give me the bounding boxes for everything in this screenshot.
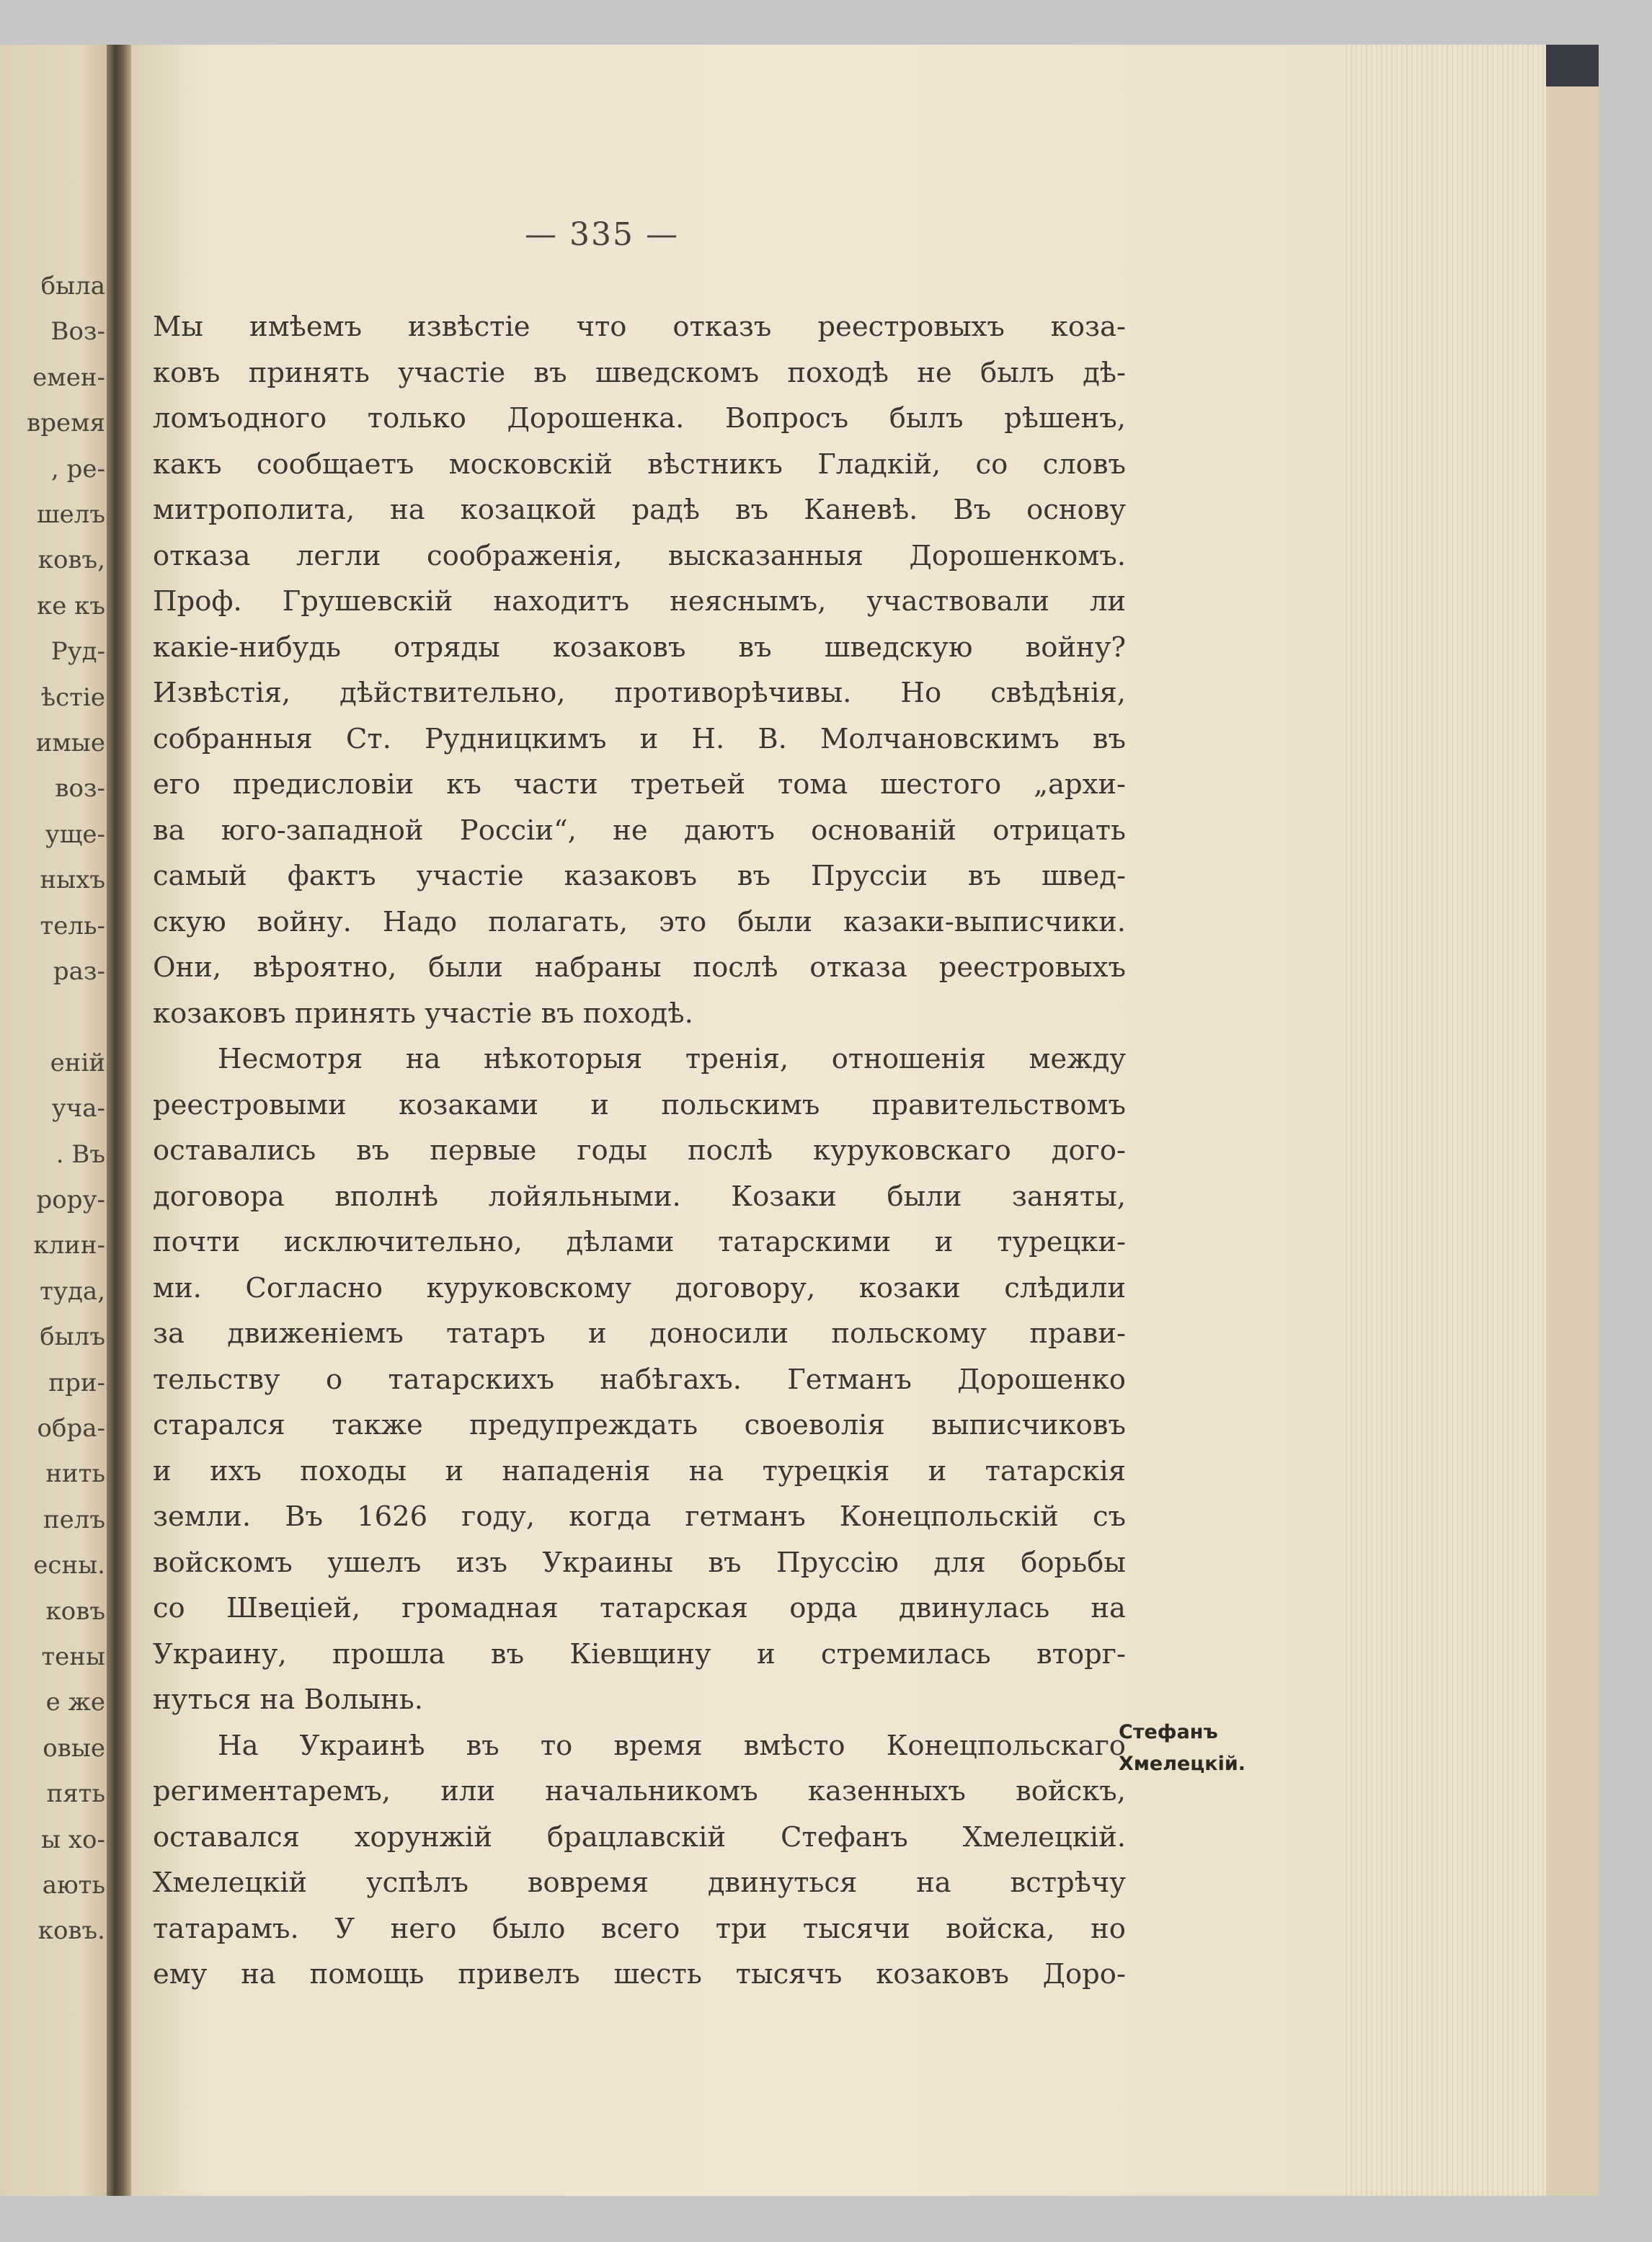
left-page-fragment: клин- <box>33 1231 105 1260</box>
text-line: ва юго-западной Россіи“, не даютъ основаній отрицать <box>153 814 1126 847</box>
text-line: самый фактъ участіе казаковъ въ Пруссіи въ швед- <box>153 860 1126 892</box>
text-line: земли. Въ 1626 году, когда гетманъ Конецпольскій съ <box>153 1500 1126 1533</box>
paragraph-2 <box>153 1036 1126 1723</box>
left-page-fragment: шелъ <box>37 500 105 529</box>
left-page-fragment: ы хо- <box>40 1825 105 1854</box>
left-page-fragment: была <box>40 272 105 301</box>
text-line: ему на помощь привелъ шесть тысячъ козаковъ Доро- <box>153 1958 1126 1990</box>
text-line: Мы имѣемъ извѣстіе что отказъ реестровыхъ коза- <box>153 311 1126 343</box>
text-line: почти исключительно, дѣлами татарскими и турецки- <box>153 1226 1126 1258</box>
left-page-fragment: туда, <box>40 1276 105 1306</box>
text-line: На Украинѣ въ то время вмѣсто Конецпольскаго <box>218 1729 1126 1762</box>
text-line: Украину, прошла въ Кіевщину и стремилась вторг- <box>153 1637 1126 1671</box>
left-page-fragment: есны. <box>33 1551 105 1580</box>
left-page-fragment: былъ <box>40 1322 105 1352</box>
text-line: Они, вѣроятно, были набраны послѣ отказа реестровыхъ <box>153 951 1126 984</box>
left-page <box>0 45 115 2196</box>
left-page-fragment: емен- <box>32 362 105 392</box>
text-line: оставался хорунжій брацлавскій Стефанъ Хмелецкій. <box>153 1820 1126 1854</box>
margin-note-line: Хмелецкій. <box>1119 1753 1246 1775</box>
text-line: собранныя Ст. Рудницкимъ и Н. В. Молчановскимъ въ <box>153 722 1126 755</box>
margin-note-line: Стефанъ <box>1119 1721 1218 1743</box>
text-line: ми. Согласно куруковскому договору, козаки слѣдили <box>153 1271 1126 1304</box>
left-page-fragment: ныхъ <box>40 866 105 895</box>
scanner-side-strip <box>1546 86 1599 2196</box>
text-line: ломъодного только Дорошенка. Вопросъ былъ рѣшенъ, <box>153 402 1126 435</box>
text-line: старался также предупреждать своеволія выписчиковъ <box>153 1409 1126 1441</box>
left-page-fragment: еній <box>50 1048 105 1077</box>
left-page-fragment: нить <box>45 1459 105 1489</box>
text-line: за движеніемъ татаръ и доносили польскому прави- <box>153 1317 1126 1350</box>
left-page-fragment: Воз- <box>50 317 105 347</box>
paragraph-3 <box>153 1723 1126 1998</box>
text-line: какіе-нибудь отряды козаковъ въ шведскую войну? <box>153 631 1126 664</box>
margin-note <box>1119 1717 1263 1780</box>
left-page-fragment: е же <box>45 1688 105 1717</box>
text-line: нуться на Волынь. <box>153 1683 423 1716</box>
text-line: реестровыми козаками и польскимъ правительствомъ <box>153 1088 1126 1121</box>
left-page-fragment: ають <box>42 1871 105 1900</box>
left-page-fragment: раз- <box>53 957 105 986</box>
text-line: договора вполнѣ лойяльными. Козаки были заняты, <box>153 1180 1126 1213</box>
left-page-fragment: ке къ <box>36 591 105 620</box>
text-line: скую войну. Надо полагать, это были казаки-выписчики. <box>153 905 1126 938</box>
text-line: его предисловіи къ части третьей тома шестого „архи- <box>153 768 1126 801</box>
text-line: Хмелецкій успѣлъ вовремя двинуться на встрѣчу <box>153 1867 1126 1899</box>
left-page-fragment: при- <box>48 1368 105 1397</box>
text-line: Несмотря на нѣкоторыя тренія, отношенія между <box>218 1043 1126 1075</box>
text-line: со Швеціей, громадная татарская орда двинулась на <box>153 1592 1126 1624</box>
left-page-fragment: воз- <box>55 774 105 804</box>
text-line: и ихъ походы и нападенія на турецкія и татарскія <box>153 1454 1126 1487</box>
left-page-fragment: Руд- <box>50 637 105 667</box>
text-line: митрополита, на козацкой радѣ въ Каневѣ. Въ основу <box>153 494 1126 526</box>
text-line: войскомъ ушелъ изъ Украины въ Пруссію для борьбы <box>153 1546 1126 1579</box>
left-page-fragment: обра- <box>37 1414 105 1443</box>
text-line: оставались въ первые годы послѣ куруковскаго дого- <box>153 1134 1126 1167</box>
text-line: какъ сообщаетъ московскій вѣстникъ Гладкій, со словъ <box>153 448 1126 481</box>
left-page-fragment: ковъ, <box>37 546 105 575</box>
book-gutter <box>107 45 131 2196</box>
text-line: татарамъ. У него было всего три тысячи войска, но <box>153 1912 1126 1945</box>
paragraph-1 <box>153 304 1126 1036</box>
left-page-fragment: пелъ <box>43 1505 105 1534</box>
left-page-fragment: ковъ. <box>37 1916 105 1946</box>
text-line: Извѣстія, дѣйствительно, противорѣчивы. Но свѣдѣнія, <box>153 677 1126 709</box>
left-page-fragment: овые <box>43 1733 105 1763</box>
left-page-fragment: тель- <box>40 911 105 940</box>
left-page-fragment: . Въ <box>55 1139 105 1169</box>
page-number: — 335 — <box>525 216 679 253</box>
left-page-fragment: уще- <box>45 819 105 849</box>
text-line: региментаремъ, или начальникомъ казенныхъ войскъ, <box>153 1775 1126 1807</box>
left-page-fragment: ковъ <box>45 1596 105 1626</box>
left-page-fragment: ѣстіе <box>40 682 105 712</box>
left-page-fragment: имые <box>35 729 105 757</box>
page-edges <box>1342 45 1546 2196</box>
text-line: Проф. Грушевскій находитъ неяснымъ, участвовали ли <box>153 585 1126 618</box>
left-page-fragment: рору- <box>36 1185 105 1214</box>
text-line: ковъ принять участіе въ шведскомъ походѣ не былъ дѣ- <box>153 356 1126 389</box>
left-page-fragment: уча- <box>51 1094 105 1124</box>
scanned-book-spread <box>0 45 1599 2196</box>
left-page-fragment: , ре- <box>51 454 105 484</box>
left-page-fragment: время <box>27 409 105 438</box>
left-page-fragment: тены <box>41 1642 105 1671</box>
text-line: тельству о татарскихъ набѣгахъ. Гетманъ Дорошенко <box>153 1363 1126 1396</box>
text-line: отказа легли соображенія, высказанныя Дорошенкомъ. <box>153 539 1126 572</box>
main-text <box>153 304 1126 1998</box>
left-page-fragment: пять <box>46 1779 105 1809</box>
scanner-corner <box>1546 45 1599 86</box>
text-line: козаковъ принять участіе въ походѣ. <box>153 997 693 1030</box>
